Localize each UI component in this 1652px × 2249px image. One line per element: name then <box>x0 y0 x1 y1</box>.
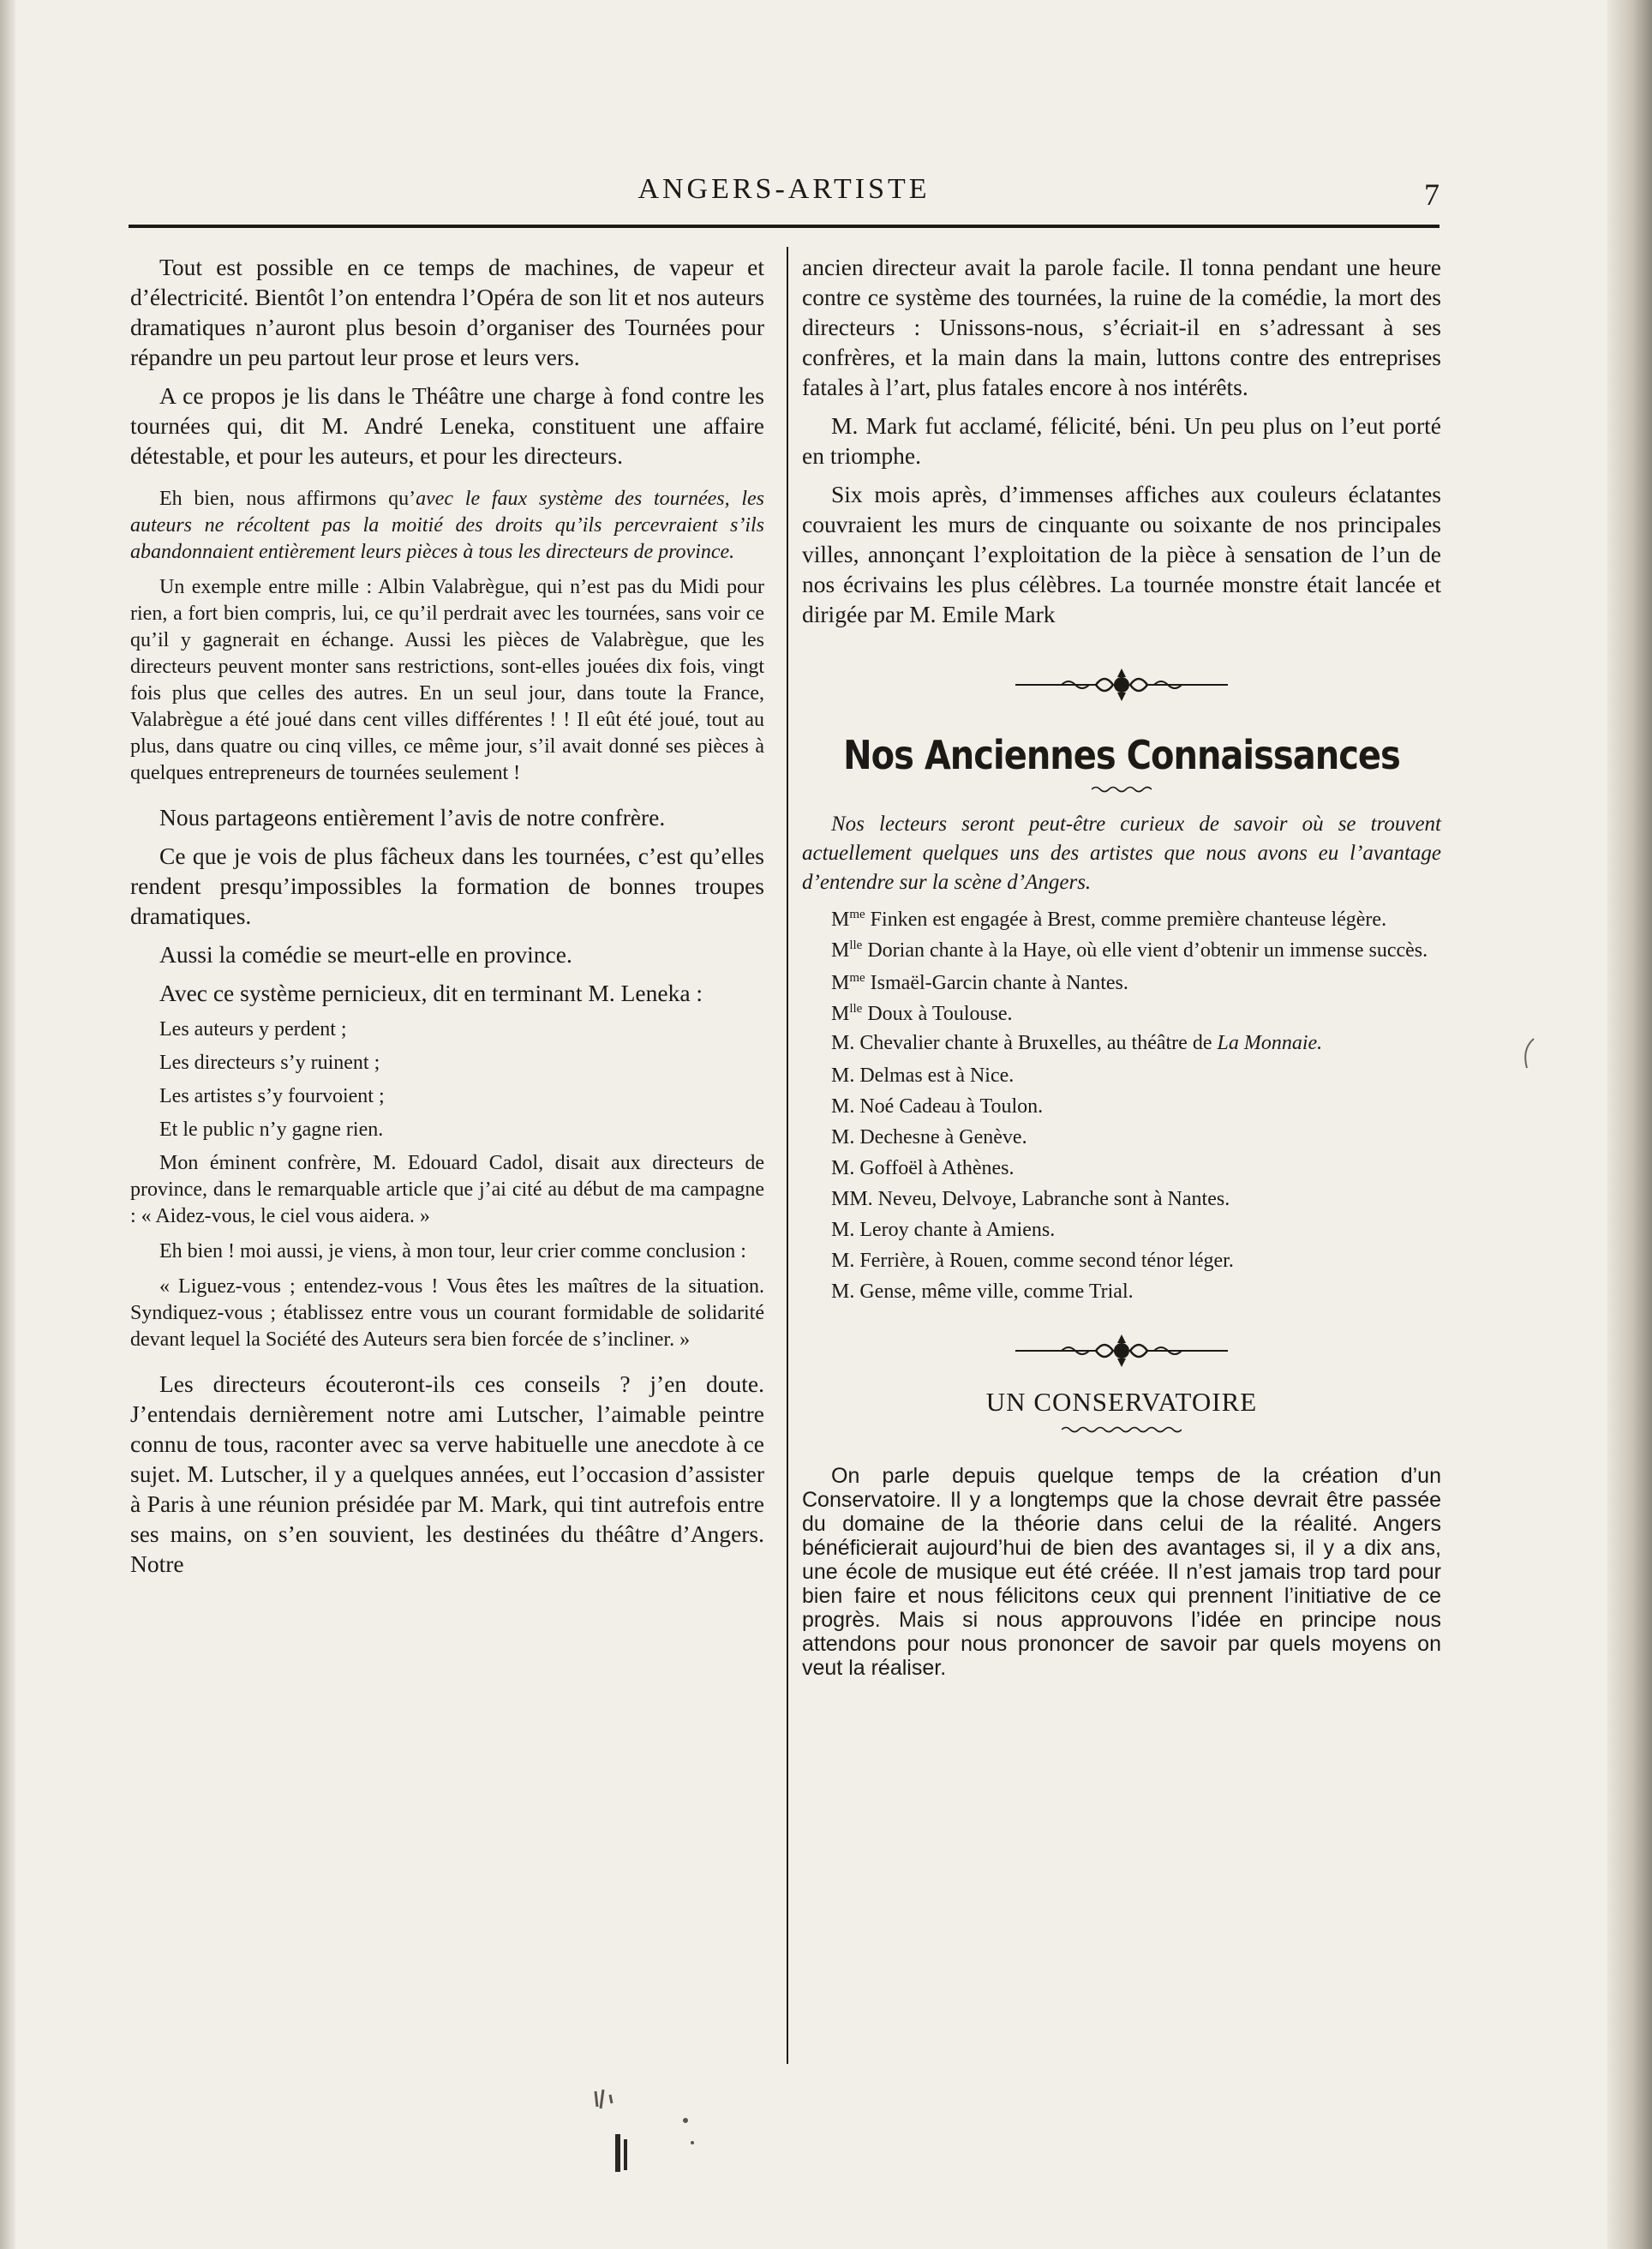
ink-smudge <box>514 2083 737 2177</box>
artist-entry: MM. Neveu, Delvoye, Labranche sont à Nantes. <box>831 1188 1230 1210</box>
paragraph-quote: « Liguez-vous ; entendez-vous ! Vous êtes les maîtres de la situation. Syndiquez-vous ; établissez entre vous un courant formidable de solidarité devant lequel la Société des Auteurs sera bien forcée de s’incliner. » <box>130 1275 764 1351</box>
artist-entry: $M^{lle}$ Dorian chante à la Haye, où elle vient d’obtenir un immense succès. <box>831 939 1428 962</box>
verse-line: Les artistes s’y fourvoient ; <box>159 1085 385 1107</box>
fleuron-ornament-icon <box>802 663 1441 711</box>
right-column <box>787 252 1441 1688</box>
artist-entry: $M^{me}$ Ismaël-Garcin chante à Nantes. <box>831 971 1128 994</box>
paragraph: Aussi la comédie se meurt-elle en province. <box>159 941 572 968</box>
paragraph: ancien directeur avait la parole facile. Il tonna pendant une heure contre ce système des tournées, la ruine de la comédie, la mort des directeurs : Unissons-nous, s’écriait-il en s’adressant à ses confrères, et la main dans la main, luttons contre des entreprises fatales à l’art, plus fatales encore à nos intérêts. <box>802 254 1441 400</box>
header-rule <box>129 225 1440 228</box>
paragraph: Avec ce système pernicieux, dit en terminant M. Leneka : <box>159 980 703 1006</box>
paragraph: Tout est possible en ce temps de machines, de vapeur et d’électricité. Bientôt l’on entendra l’Opéra de son lit et nos auteurs dramatiques n’auront plus besoin d’organiser des Tournées pour répandre un peu partout leur prose et leurs vers. <box>130 254 764 370</box>
page-header <box>129 168 1440 228</box>
artist-entry: M. Leroy chante à Amiens. <box>831 1219 1056 1241</box>
paragraph: Un exemple entre mille : Albin Valabrègue, qui n’est pas du Midi pour rien, a fort bien compris, lui, ce qu’il perdrait avec les tournées, sans voir ce qu’il y gagnerait en échange. Aussi les pièces de Valabrègue, que les directeurs peuvent monter sans restrictions, sont-elles jouées dix fois, vingt fois plus que celles des autres. En un seul jour, dans toute la France, Valabrègue a été joué dans cent villes différentes ! ! Il eût été joué, tout au plus, dans quatre ou cinq villes, ce même jour, s’il avait donné ses pièces à quelques entrepreneurs de tournées seulement ! <box>130 576 764 784</box>
paragraph: A ce propos je lis dans le Théâtre une charge à fond contre les tournées qui, dit M. André Leneka, constituent une affaire détestable, et pour les auteurs, et pour les directeurs. <box>130 382 764 469</box>
fleuron-ornament-icon <box>802 1329 1441 1376</box>
paragraph: Eh bien ! moi aussi, je viens, à mon tour, leur crier comme conclusion : <box>159 1240 746 1262</box>
verse-line: Et le public n’y gagne rien. <box>159 1119 384 1141</box>
left-column <box>130 252 764 1587</box>
page-number: 7 <box>1424 177 1440 212</box>
margin-mark <box>1517 1037 1542 1076</box>
page-edge-left <box>0 0 15 2249</box>
paragraph: Nous partageons entièrement l’avis de notre confrère. <box>159 804 666 831</box>
journal-title: ANGERS-ARTISTE <box>637 173 931 205</box>
artist-entry: M. Dechesne à Genève. <box>831 1126 1027 1148</box>
paragraph: Les directeurs écouteront-ils ces conseils ? j’en doute. J’entendais dernièrement notre ami Lutscher, l’aimable peintre connu de tous, raconter avec sa verve habituelle une anecdote à ce sujet. M. Lutscher, il y a quelques années, eut l’occasion d’assister à Paris à une réunion présidée par M. Mark, qui tint autrefois entre ses mains, on s’en souvient, les destinées du théâtre d’Angers. Notre <box>130 1370 764 1577</box>
page-edge-right <box>1607 0 1652 2249</box>
artist-entry: M. Ferrière, à Rouen, comme second ténor léger. <box>831 1250 1234 1272</box>
wavy-rule-icon <box>802 783 1441 798</box>
verse-line: Les directeurs s’y ruinent ; <box>159 1052 380 1074</box>
artist-entry: M. Chevalier chante à Bruxelles, au théâtre de La Monnaie. <box>831 1032 1323 1054</box>
verse-line: Les auteurs y perdent ; <box>159 1018 347 1041</box>
paragraph-conservatoire: On parle depuis quelque temps de la création d’un Conservatoire. Il y a longtemps que la chose devrait être passée du domaine de la théorie dans celui de la réalité. Angers bénéficierait aujourd’hui de bien des avantages si, il y a dix ans, une école de musique eut été créée. Il n’est jamais trop tard pour bien faire et nous félicitons ceux qui prennent l’initiative de ce progrès. Mais si nous approuvons l’idée en principe nous attendons pour nous prononcer de savoir par quels moyens on veut la réaliser. <box>802 1464 1441 1680</box>
section-intro: Nos lecteurs seront peut-être curieux de savoir où se trouvent actuellement quelques uns des artistes que nous avons eu l’avantage d’entendre sur la scène d’Angers. <box>802 813 1441 894</box>
artist-entry: $M^{lle}$ Doux à Toulouse. <box>831 1002 1013 1025</box>
paragraph: Mon éminent confrère, M. Edouard Cadol, disait aux directeurs de province, dans le remarquable article que j’ai cité au début de ma campagne : « Aidez-vous, le ciel vous aidera. » <box>130 1152 764 1227</box>
paragraph: Ce que je vois de plus fâcheux dans les tournées, c’est qu’elles rendent presqu’impossibles la formation de bonnes troupes dramatiques. <box>130 843 764 929</box>
artist-entry: M. Goffoël à Athènes. <box>831 1157 1015 1179</box>
artist-entry: M. Gense, même ville, comme Trial. <box>831 1280 1134 1303</box>
section-title-anciennes: Nos Anciennes Connaissances <box>843 733 1400 779</box>
section-title-conservatoire: UN CONSERVATOIRE <box>985 1387 1258 1417</box>
artist-entry: M. Noé Cadeau à Toulon. <box>831 1095 1044 1118</box>
paragraph: Six mois après, d’immenses affiches aux couleurs éclatantes couvraient les murs de cinquante ou soixante de nos principales villes, annonçant l’exploitation de la pièce à sensation de l’un de nos écrivains les plus célèbres. La tournée monstre était lancée et dirigée par M. Emile Mark <box>802 481 1441 627</box>
artist-entry: $M^{me}$ Finken est engagée à Brest, comme première chanteuse légère. <box>831 908 1387 931</box>
artist-entry: M. Delmas est à Nice. <box>831 1065 1015 1087</box>
paragraph-emphasis: Eh bien, nous affirmons qu’avec le faux système des tournées, les auteurs ne récoltent pas la moitié des droits qu’ils percevraient s’ils abandonnaient entièrement leurs pièces à tous les directeurs de province. <box>130 488 764 563</box>
paragraph: M. Mark fut acclamé, félicité, béni. Un peu plus on l’eut porté en triomphe. <box>802 412 1441 469</box>
wavy-rule-icon <box>802 1423 1441 1438</box>
